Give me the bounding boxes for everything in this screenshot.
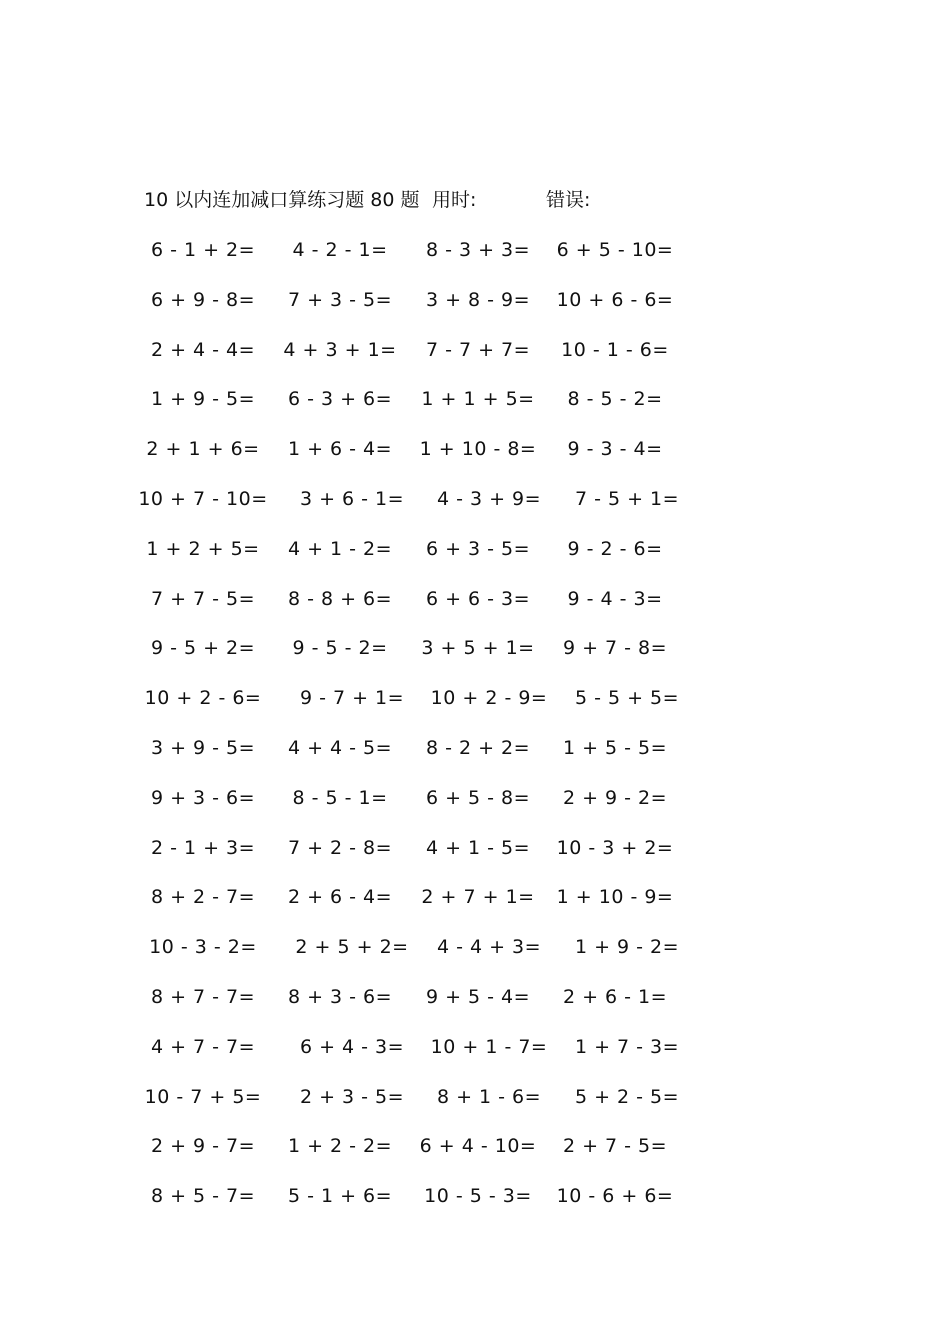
errors-label: 错误:: [546, 189, 591, 211]
problem-item: 8 - 5 - 1=: [292, 786, 388, 809]
problem-item: 3 + 5 + 1=: [421, 637, 535, 660]
problem-row: [0, 385, 950, 435]
problem-item: 2 + 9 - 2=: [562, 786, 668, 809]
problem-row: [0, 1182, 950, 1232]
problem-item: 6 + 6 - 3=: [425, 587, 531, 610]
problem-item: 10 + 7 - 10=: [138, 487, 268, 510]
problem-item: 2 + 7 + 1=: [421, 886, 535, 909]
problem-item: 8 + 1 - 6=: [436, 1085, 542, 1108]
problem-item: 10 + 2 - 6=: [144, 687, 262, 710]
problem-item: 1 + 9 - 2=: [574, 936, 680, 959]
problem-item: 2 + 9 - 7=: [150, 1135, 256, 1158]
problem-row: [0, 684, 950, 734]
problem-item: 8 - 3 + 3=: [425, 239, 531, 261]
problem-row: [0, 634, 950, 684]
problem-row: [0, 933, 950, 983]
problem-item: 5 - 5 + 5=: [574, 687, 680, 710]
problem-item: 9 - 4 - 3=: [567, 587, 663, 610]
problem-item: 3 + 6 - 1=: [299, 487, 405, 510]
time-used-label: 用时:: [432, 189, 477, 211]
problem-row: [0, 286, 950, 336]
problem-item: 2 + 6 - 4=: [287, 886, 393, 909]
problem-item: 2 + 6 - 1=: [562, 985, 668, 1008]
problem-item: 10 - 3 - 2=: [149, 936, 257, 959]
problem-row: [0, 236, 950, 286]
problem-item: 6 + 9 - 8=: [150, 288, 256, 311]
problem-row: [0, 435, 950, 485]
problem-row: [0, 784, 950, 834]
problem-item: 2 + 3 - 5=: [299, 1085, 405, 1108]
problem-item: 8 - 2 + 2=: [425, 736, 531, 759]
problem-row: [0, 485, 950, 535]
problem-item: 3 + 9 - 5=: [150, 736, 256, 759]
problem-item: 6 + 3 - 5=: [425, 537, 531, 560]
problem-item: 8 + 5 - 7=: [150, 1185, 256, 1208]
problem-item: 4 - 3 + 9=: [436, 487, 542, 510]
problem-item: 6 + 4 - 3=: [299, 1035, 405, 1058]
problem-row: [0, 734, 950, 784]
problem-item: 4 - 2 - 1=: [292, 239, 388, 261]
problem-item: 10 - 3 + 2=: [556, 836, 674, 859]
problem-item: 1 + 10 - 9=: [556, 886, 674, 909]
problem-item: 2 - 1 + 3=: [150, 836, 256, 859]
problem-item: 8 + 7 - 7=: [150, 985, 256, 1008]
problem-row: [0, 585, 950, 635]
problem-item: 9 - 3 - 4=: [567, 438, 663, 461]
problem-item: 7 + 7 - 5=: [150, 587, 256, 610]
problem-item: 1 + 2 - 2=: [287, 1135, 393, 1158]
problem-item: 9 - 2 - 6=: [567, 537, 663, 560]
problem-item: 6 + 5 - 8=: [425, 786, 531, 809]
problem-item: 6 + 4 - 10=: [419, 1135, 537, 1158]
problem-item: 8 - 5 - 2=: [567, 388, 663, 411]
problem-item: 3 + 8 - 9=: [425, 288, 531, 311]
problem-item: 10 + 6 - 6=: [556, 288, 674, 311]
problem-item: 2 + 1 + 6=: [146, 438, 260, 461]
problem-row: [0, 883, 950, 933]
problem-row: [0, 535, 950, 585]
problem-item: 7 - 5 + 1=: [574, 487, 680, 510]
problem-item: 4 + 1 - 5=: [425, 836, 531, 859]
problem-item: 9 - 7 + 1=: [299, 687, 405, 710]
problem-row: [0, 1083, 950, 1133]
problem-item: 9 + 5 - 4=: [425, 985, 531, 1008]
problem-row: [0, 336, 950, 386]
problem-item: 9 - 5 + 2=: [150, 637, 256, 660]
problem-item: 4 + 1 - 2=: [287, 537, 393, 560]
worksheet-title: 10 以内连加减口算练习题 80 题: [144, 189, 420, 211]
problem-item: 1 + 5 - 5=: [562, 736, 668, 759]
problem-item: 2 + 7 - 5=: [562, 1135, 668, 1158]
problem-item: 4 + 4 - 5=: [287, 736, 393, 759]
problem-row: [0, 983, 950, 1033]
problem-item: 4 - 4 + 3=: [436, 936, 542, 959]
problem-item: 4 + 7 - 7=: [150, 1035, 256, 1058]
problem-item: 1 + 1 + 5=: [421, 388, 535, 411]
problem-item: 8 + 2 - 7=: [150, 886, 256, 909]
problem-item: 10 - 5 - 3=: [424, 1185, 532, 1208]
problem-item: 1 + 2 + 5=: [146, 537, 260, 560]
problem-item: 7 + 2 - 8=: [287, 836, 393, 859]
problem-item: 5 - 1 + 6=: [287, 1185, 393, 1208]
problem-row: [0, 834, 950, 884]
problem-item: 2 + 4 - 4=: [150, 338, 256, 361]
problem-item: 8 - 8 + 6=: [287, 587, 393, 610]
problem-grid: [0, 236, 950, 1232]
problem-item: 7 + 3 - 5=: [287, 288, 393, 311]
problem-item: 10 - 6 + 6=: [556, 1185, 674, 1208]
problem-item: 4 + 3 + 1=: [283, 338, 397, 361]
problem-item: 9 - 5 - 2=: [292, 637, 388, 660]
problem-item: 9 + 3 - 6=: [150, 786, 256, 809]
problem-item: 6 - 3 + 6=: [287, 388, 393, 411]
problem-row: [0, 1033, 950, 1083]
problem-item: 1 + 9 - 5=: [150, 388, 256, 411]
problem-item: 9 + 7 - 8=: [562, 637, 668, 660]
problem-item: 1 + 7 - 3=: [574, 1035, 680, 1058]
problem-item: 6 + 5 - 10=: [556, 239, 674, 261]
problem-item: 10 - 1 - 6=: [561, 338, 669, 361]
problem-item: 2 + 5 + 2=: [295, 936, 409, 959]
problem-item: 10 - 7 + 5=: [144, 1085, 262, 1108]
problem-item: 10 + 2 - 9=: [430, 687, 548, 710]
problem-row: [0, 1132, 950, 1182]
problem-item: 5 + 2 - 5=: [574, 1085, 680, 1108]
problem-item: 6 - 1 + 2=: [150, 239, 256, 261]
problem-item: 10 + 1 - 7=: [430, 1035, 548, 1058]
problem-item: 1 + 10 - 8=: [419, 438, 537, 461]
problem-item: 7 - 7 + 7=: [425, 338, 531, 361]
worksheet-header: [144, 186, 844, 214]
problem-item: 1 + 6 - 4=: [287, 438, 393, 461]
problem-item: 8 + 3 - 6=: [287, 985, 393, 1008]
